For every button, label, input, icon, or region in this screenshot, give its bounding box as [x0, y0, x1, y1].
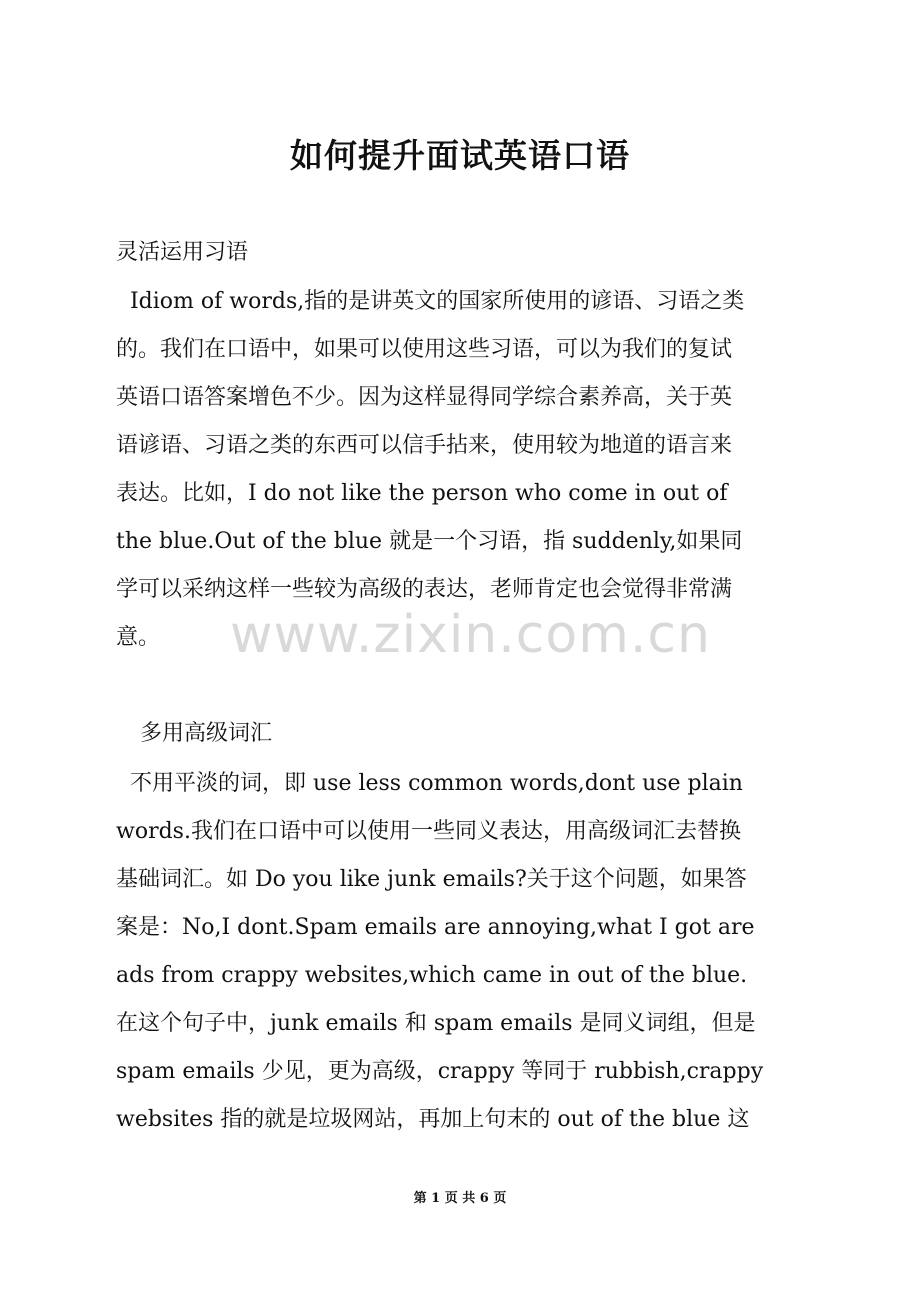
- paragraph-line: 意。: [116, 625, 161, 650]
- paragraph-line: the blue.Out of the blue 就是一个习语，指 suddenly,如果同: [116, 529, 743, 554]
- paragraph-line: 在这个句子中，junk emails 和 spam emails 是同义词组，但是: [116, 1011, 756, 1036]
- paragraph-line: 英语口语答案增色不少。因为这样显得同学综合素养高，关于英: [116, 385, 733, 410]
- paragraph-line: 的。我们在口语中，如果可以使用这些习语，可以为我们的复试: [116, 337, 733, 362]
- paragraph-line: 语谚语、习语之类的东西可以信手拈来，使用较为地道的语言来: [116, 433, 733, 458]
- page-footer: 第 1 页 共 6 页: [413, 1191, 507, 1206]
- document-title: 如何提升面试英语口语: [290, 136, 630, 175]
- section-heading-vocabulary: 多用高级词汇: [140, 721, 273, 746]
- paragraph-line: ads from crappy websites,which came in out of the blue.: [116, 963, 748, 988]
- paragraph-line: 案是：No,I dont.Spam emails are annoying,what I got are: [116, 915, 755, 940]
- paragraph-line: 不用平淡的词，即 use less common words,dont use plain: [116, 771, 743, 796]
- paragraph-line: websites 指的就是垃圾网站，再加上句末的 out of the blue 这: [116, 1107, 750, 1132]
- paragraph-line: Idiom of words,指的是讲英文的国家所使用的谚语、习语之类: [116, 289, 745, 314]
- paragraph-line: 基础词汇。如 Do you like junk emails?关于这个问题，如果答: [116, 867, 747, 892]
- section-heading-idioms: 灵活运用习语: [116, 240, 249, 265]
- watermark: www.zixin.com.cn: [230, 605, 711, 665]
- paragraph-line: 学可以采纳这样一些较为高级的表达，老师肯定也会觉得非常满: [116, 577, 733, 602]
- paragraph-line: words.我们在口语中可以使用一些同义表达，用高级词汇去替换: [116, 819, 741, 844]
- paragraph-line: spam emails 少见，更为高级，crappy 等同于 rubbish,crappy: [116, 1059, 764, 1084]
- paragraph-line: 表达。比如，I do not like the person who come in out of: [116, 481, 728, 506]
